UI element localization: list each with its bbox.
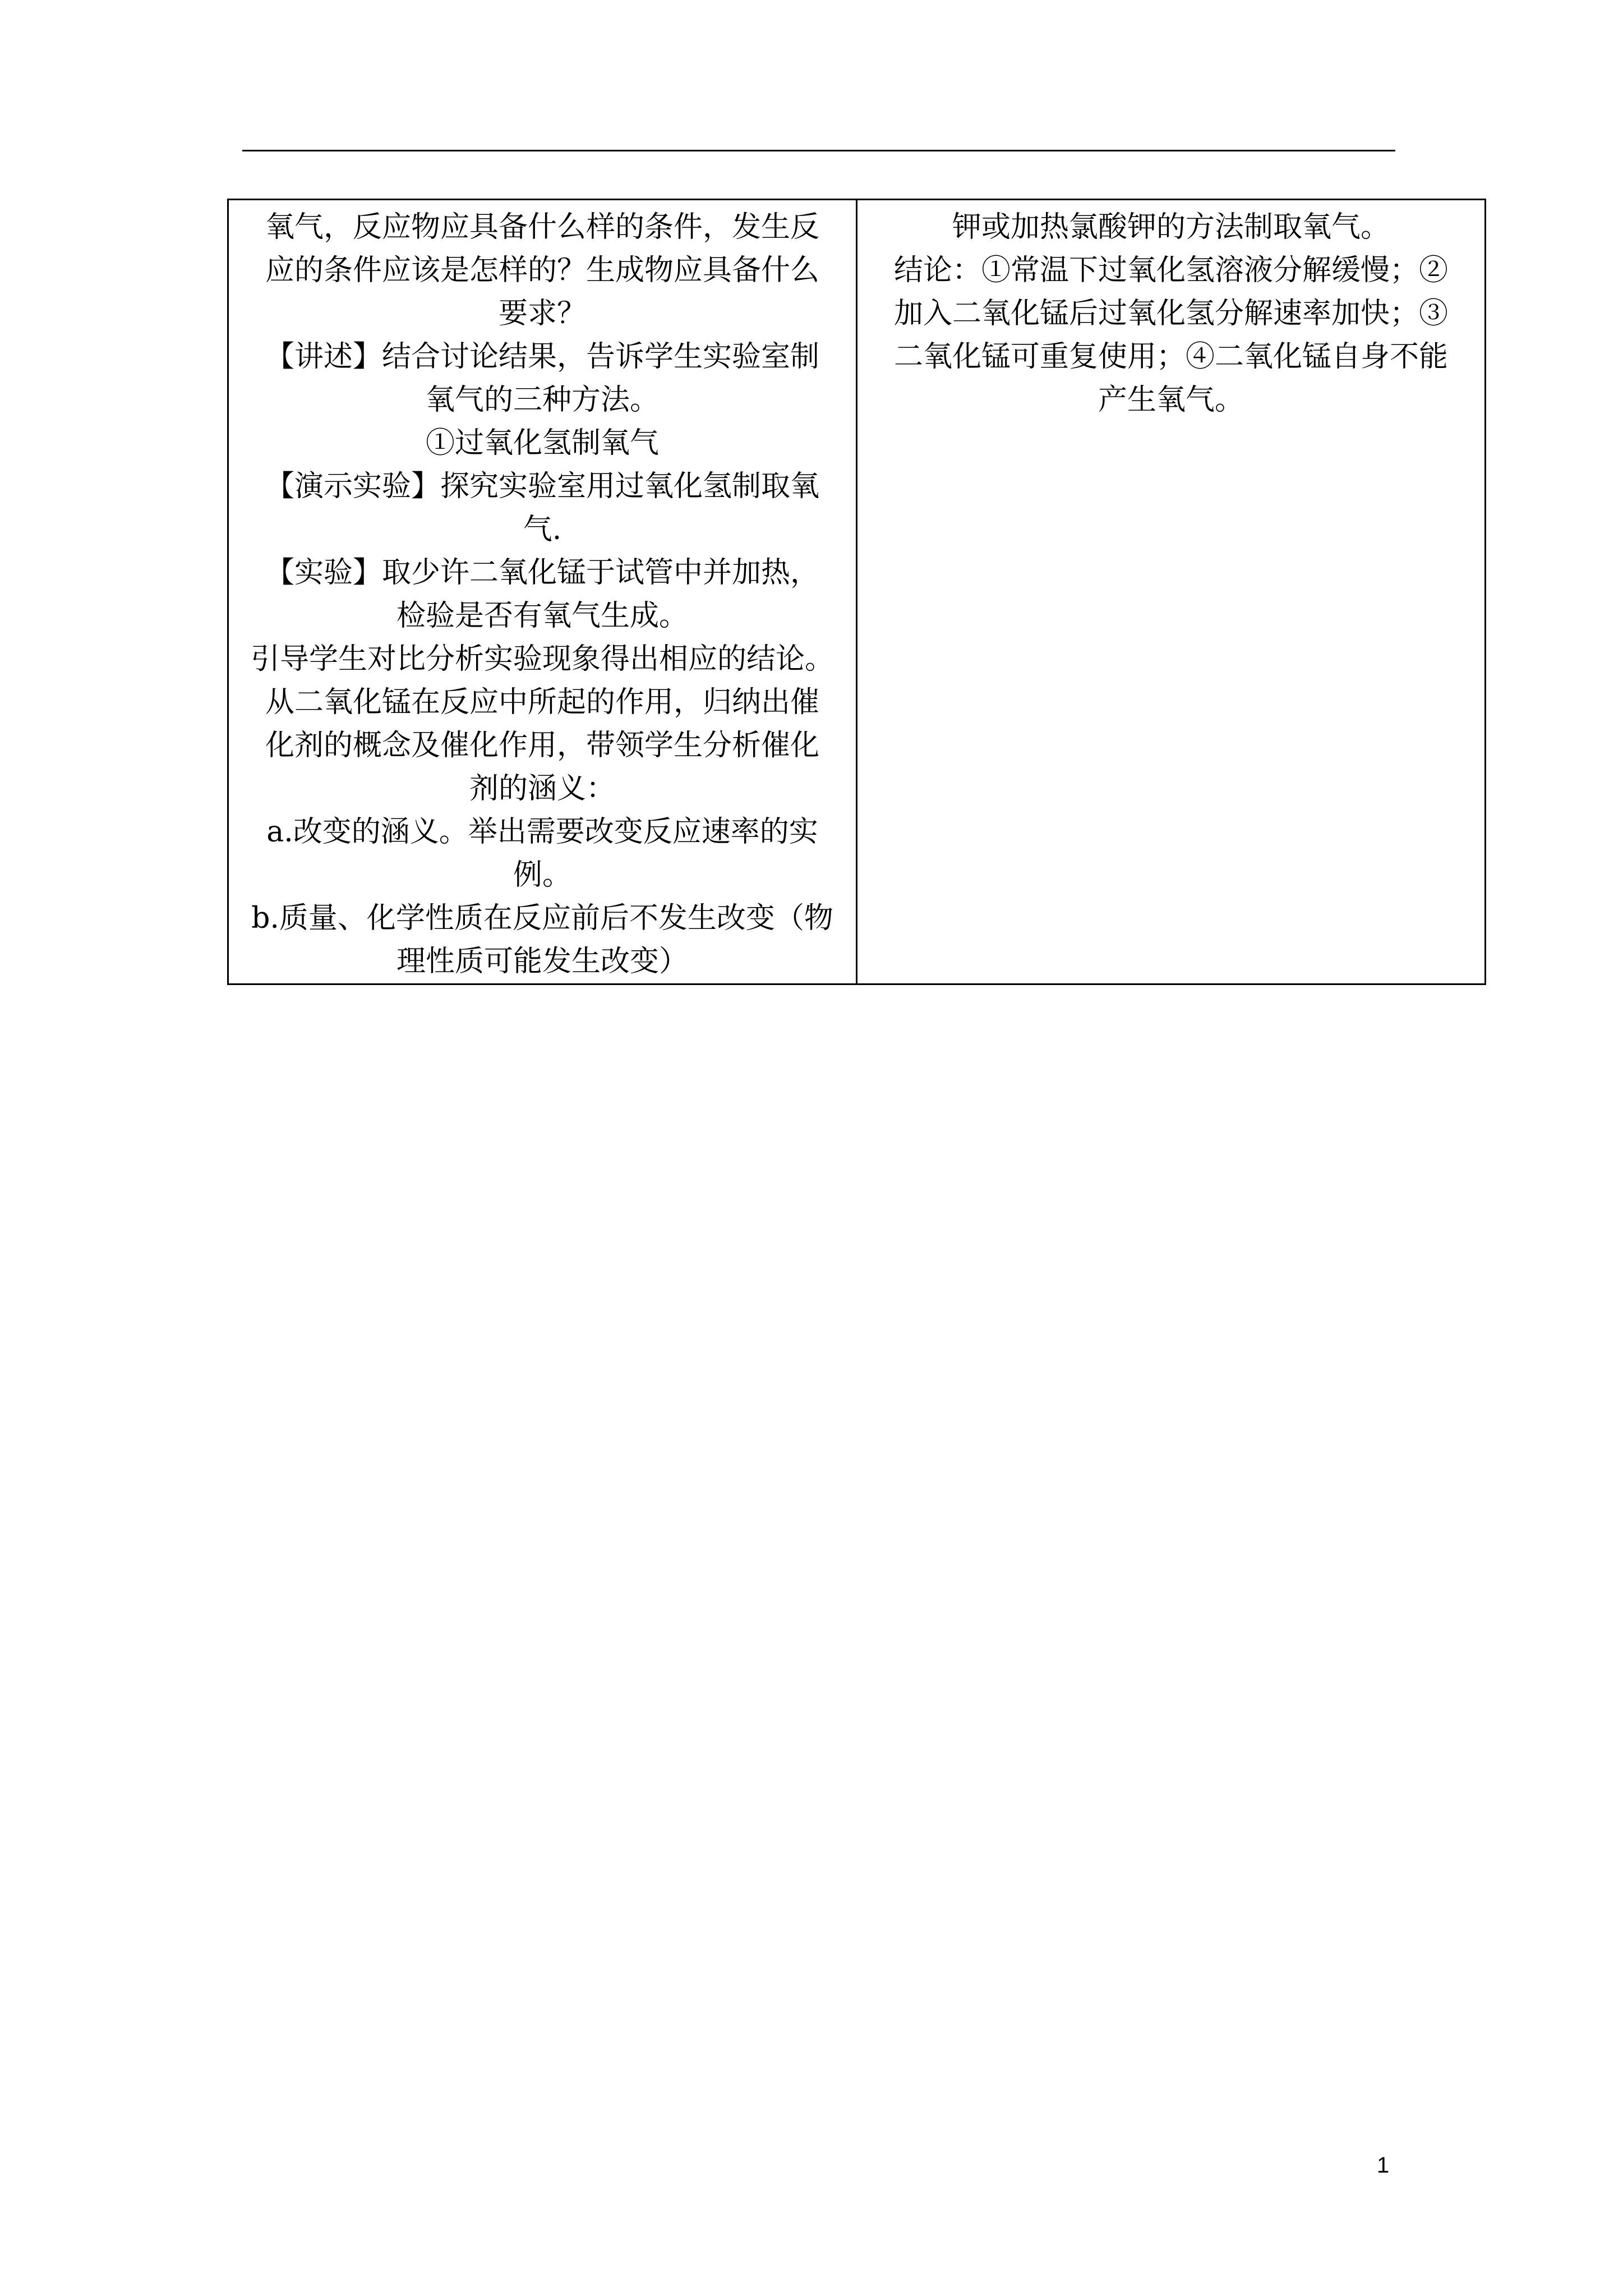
cell-line: 要求？ (498, 297, 586, 330)
cell-line: 【演示实验】探究实验室用过氧化氢制取氧 (265, 470, 819, 503)
lesson-table (227, 199, 1486, 985)
cell-line: 二氧化锰可重复使用；④二氧化锰自身不能 (893, 340, 1448, 374)
cell-line: b.质量、化学性质在反应前后不发生改变（物 (251, 901, 833, 935)
cell-line: 氧气的三种方法。 (425, 383, 659, 417)
cell-line: 理性质可能发生改变） (396, 945, 688, 978)
cell-line: 剂的涵义： (469, 772, 615, 806)
cell-line: 检验是否有氧气生成。 (396, 599, 688, 633)
cell-line: 钾或加热氯酸钾的方法制取氧气。 (952, 210, 1390, 244)
cell-line: 产生氧气。 (1098, 383, 1244, 417)
cell-line: 【实验】取少许二氧化锰于试管中并加热， (265, 556, 819, 590)
teacher-activity-cell (228, 200, 857, 984)
table-row (228, 200, 1486, 984)
student-activity-cell (857, 200, 1486, 984)
cell-line: 【讲述】结合讨论结果，告诉学生实验室制 (265, 340, 819, 374)
cell-line: 化剂的概念及催化作用，带领学生分析催化 (265, 729, 819, 762)
cell-line: 气. (523, 513, 562, 546)
cell-line: 氧气，反应物应具备什么样的条件，发生反 (265, 210, 819, 244)
cell-line: 应的条件应该是怎样的？生成物应具备什么 (265, 254, 819, 287)
cell-line: 例。 (513, 858, 571, 892)
cell-line: 引导学生对比分析实验现象得出相应的结论。 (250, 642, 834, 676)
cell-line: a.改变的涵义。举出需要改变反应速率的实 (266, 815, 818, 849)
cell-line: 结论：①常温下过氧化氢溶液分解缓慢；② (893, 254, 1448, 287)
header-rule (242, 150, 1395, 151)
cell-line: 加入二氧化锰后过氧化氢分解速率加快；③ (893, 297, 1448, 330)
page-number: 1 (1377, 2153, 1390, 2178)
cell-line: ①过氧化氢制氧气 (425, 426, 659, 460)
cell-line: 从二氧化锰在反应中所起的作用，归纳出催 (265, 685, 819, 719)
